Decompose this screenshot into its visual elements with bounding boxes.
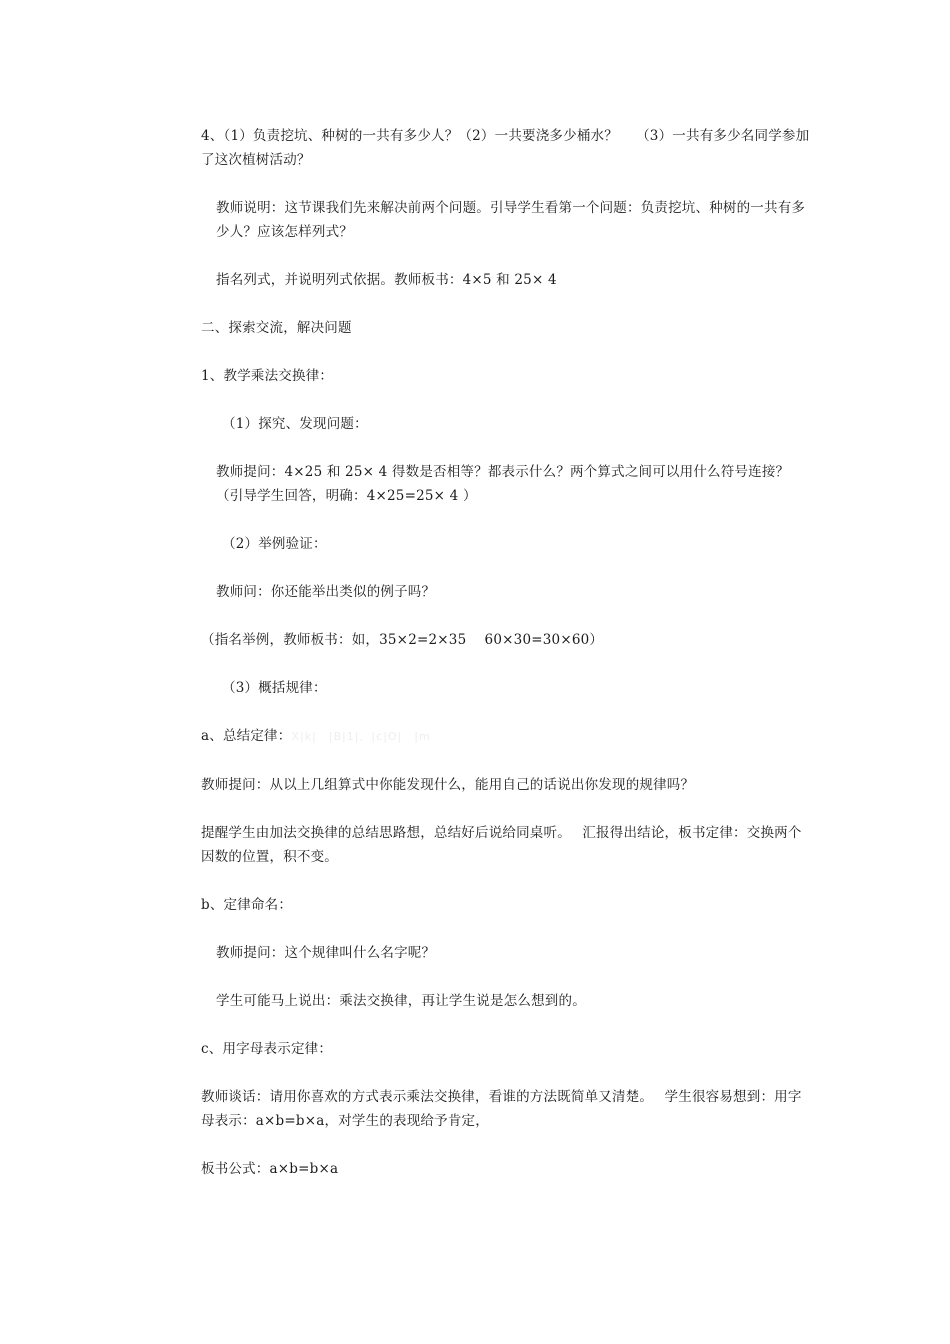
paragraph-teacher-prompt: 教师提问：从以上几组算式中你能发现什么，能用自己的话说出你发现的规律吗？ <box>201 777 695 793</box>
step-explore-discover: （1）探究、发现问题： <box>222 416 368 432</box>
step-example-verify: （2）举例验证： <box>222 536 327 552</box>
paragraph-teacher-talk: 教师谈话：请用你喜欢的方式表示乘法交换律，看谁的方法既简单又清楚。 学生很容易想到：用字母表示：a×b=b×a，对学生的表现给予肯定， <box>201 1089 802 1129</box>
paragraph-teacher-question: 教师提问：4×25 和 25× 4 得数是否相等？都表示什么？两个算式之间可以用什么符号连接？（引导学生回答，明确：4×25=25× 4 ） <box>216 464 790 504</box>
subheading-summarize-law <box>201 724 811 749</box>
subheading-letter-formula: c、用字母表示定律： <box>201 1041 333 1057</box>
subheading-law-naming: b、定律命名： <box>201 897 293 913</box>
paragraph-reminder: 提醒学生由加法交换律的总结思路想，总结好后说给同桌听。 汇报得出结论，板书定律：交换两个因数的位置，积不变。 <box>201 825 802 865</box>
paragraph-formula: 板书公式：a×b=b×a <box>201 1161 339 1177</box>
paragraph-questions: 4、（1）负责挖坑、种树的一共有多少人？（2）一共要浇多少桶水？ （3）一共有多少名同学参加了这次植树活动？ <box>201 128 810 168</box>
subheading-commutative-law: 1、教学乘法交换律： <box>201 368 334 384</box>
section-heading-explore: 二、探索交流，解决问题 <box>201 320 352 336</box>
paragraph-student-answer: 学生可能马上说出：乘法交换律，再让学生说是怎么想到的。 <box>216 993 586 1009</box>
summarize-law-label: a、总结定律： <box>201 728 292 744</box>
paragraph-teacher-explanation: 教师说明：这节课我们先来解决前两个问题。引导学生看第一个问题：负责挖坑、种树的一共有多少人？应该怎样列式？ <box>216 200 806 240</box>
paragraph-name-question: 教师提问：这个规律叫什么名字呢？ <box>216 945 436 961</box>
paragraph-board-writing: 指名列式，并说明列式依据。教师板书：4×5 和 25× 4 <box>216 272 557 288</box>
step-summarize-rule: （3）概括规律： <box>222 680 327 696</box>
paragraph-examples: （指名举例，教师板书：如，35×2=2×35 60×30=30×60） <box>201 632 604 648</box>
document-page <box>201 124 811 1205</box>
paragraph-teacher-ask: 教师问：你还能举出类似的例子吗？ <box>216 584 436 600</box>
watermark-text: X|k| |B|1|．|c|O| |m <box>291 730 431 743</box>
